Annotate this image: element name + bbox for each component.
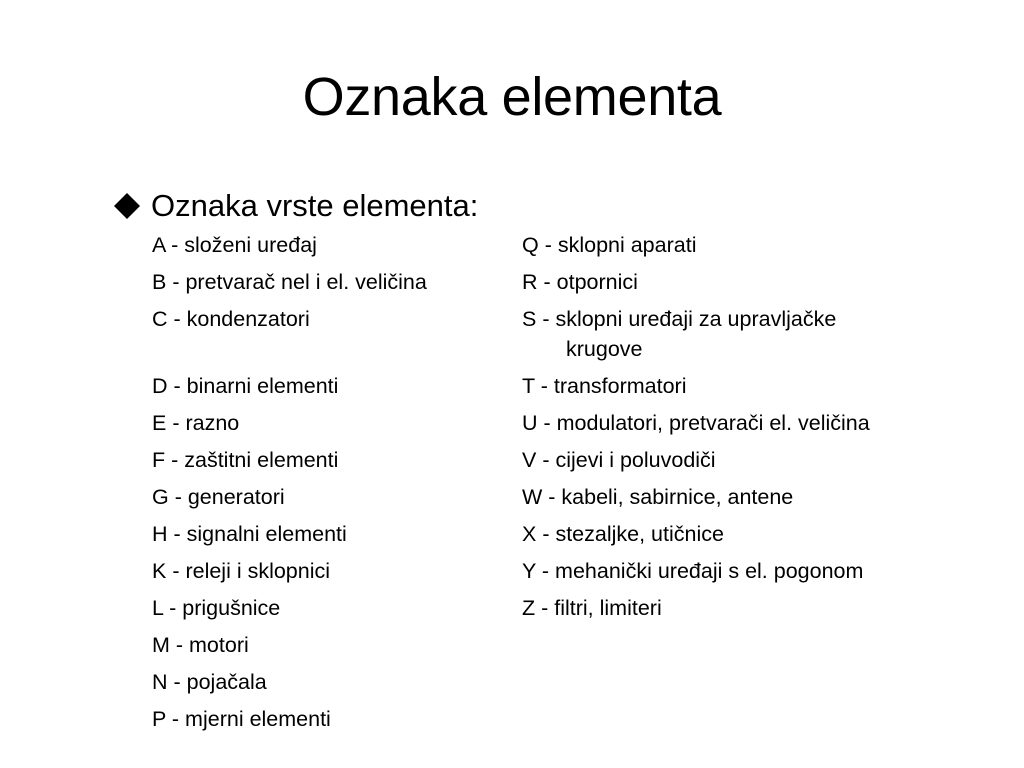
- list-item-w: W - kabeli, sabirnice, antene: [522, 485, 794, 509]
- left-column-list: [152, 230, 512, 741]
- list-item-b: B - pretvarač nel i el. veličina: [152, 270, 427, 294]
- list-item-h: H - signalni elementi: [152, 522, 347, 546]
- list-item-x: X - stezaljke, utičnice: [522, 522, 724, 546]
- list-item-f: F - zaštitni elementi: [152, 448, 339, 472]
- list-item-p: P - mjerni elementi: [152, 707, 331, 731]
- list-item-y: Y - mehanički uređaji s el. pogonom: [522, 559, 864, 583]
- list-item-s-line2: krugove: [566, 337, 643, 361]
- slide-title: Oznaka elementa: [302, 67, 722, 127]
- list-item-g: G - generatori: [152, 485, 285, 509]
- bullet-text: Oznaka vrste elementa:: [151, 188, 479, 223]
- list-item-m: M - motori: [152, 633, 249, 657]
- list-item-z: Z - filtri, limiteri: [522, 596, 662, 620]
- diamond-bullet-icon: [113, 192, 141, 220]
- list-item-v: V - cijevi i poluvodiči: [522, 448, 716, 472]
- right-column-list: [522, 230, 962, 630]
- list-item-s: [522, 304, 962, 364]
- list-item-d: D - binarni elementi: [152, 374, 339, 398]
- list-item-l: L - prigušnice: [152, 596, 281, 620]
- list-item-n: N - pojačala: [152, 670, 267, 694]
- list-item-u: U - modulatori, pretvarači el. veličina: [522, 411, 870, 435]
- list-item-c: C - kondenzatori: [152, 307, 310, 331]
- list-item-t: T - transformatori: [522, 374, 687, 398]
- bullet-heading: [113, 186, 478, 226]
- list-item-k: K - releji i sklopnici: [152, 559, 331, 583]
- list-item-e: E - razno: [152, 411, 240, 435]
- list-item-a: A - složeni uređaj: [152, 233, 317, 257]
- list-item-r: R - otpornici: [522, 270, 638, 294]
- list-item-s-line1: S - sklopni uređaji za upravljačke: [522, 307, 837, 331]
- list-item-q: Q - sklopni aparati: [522, 233, 697, 257]
